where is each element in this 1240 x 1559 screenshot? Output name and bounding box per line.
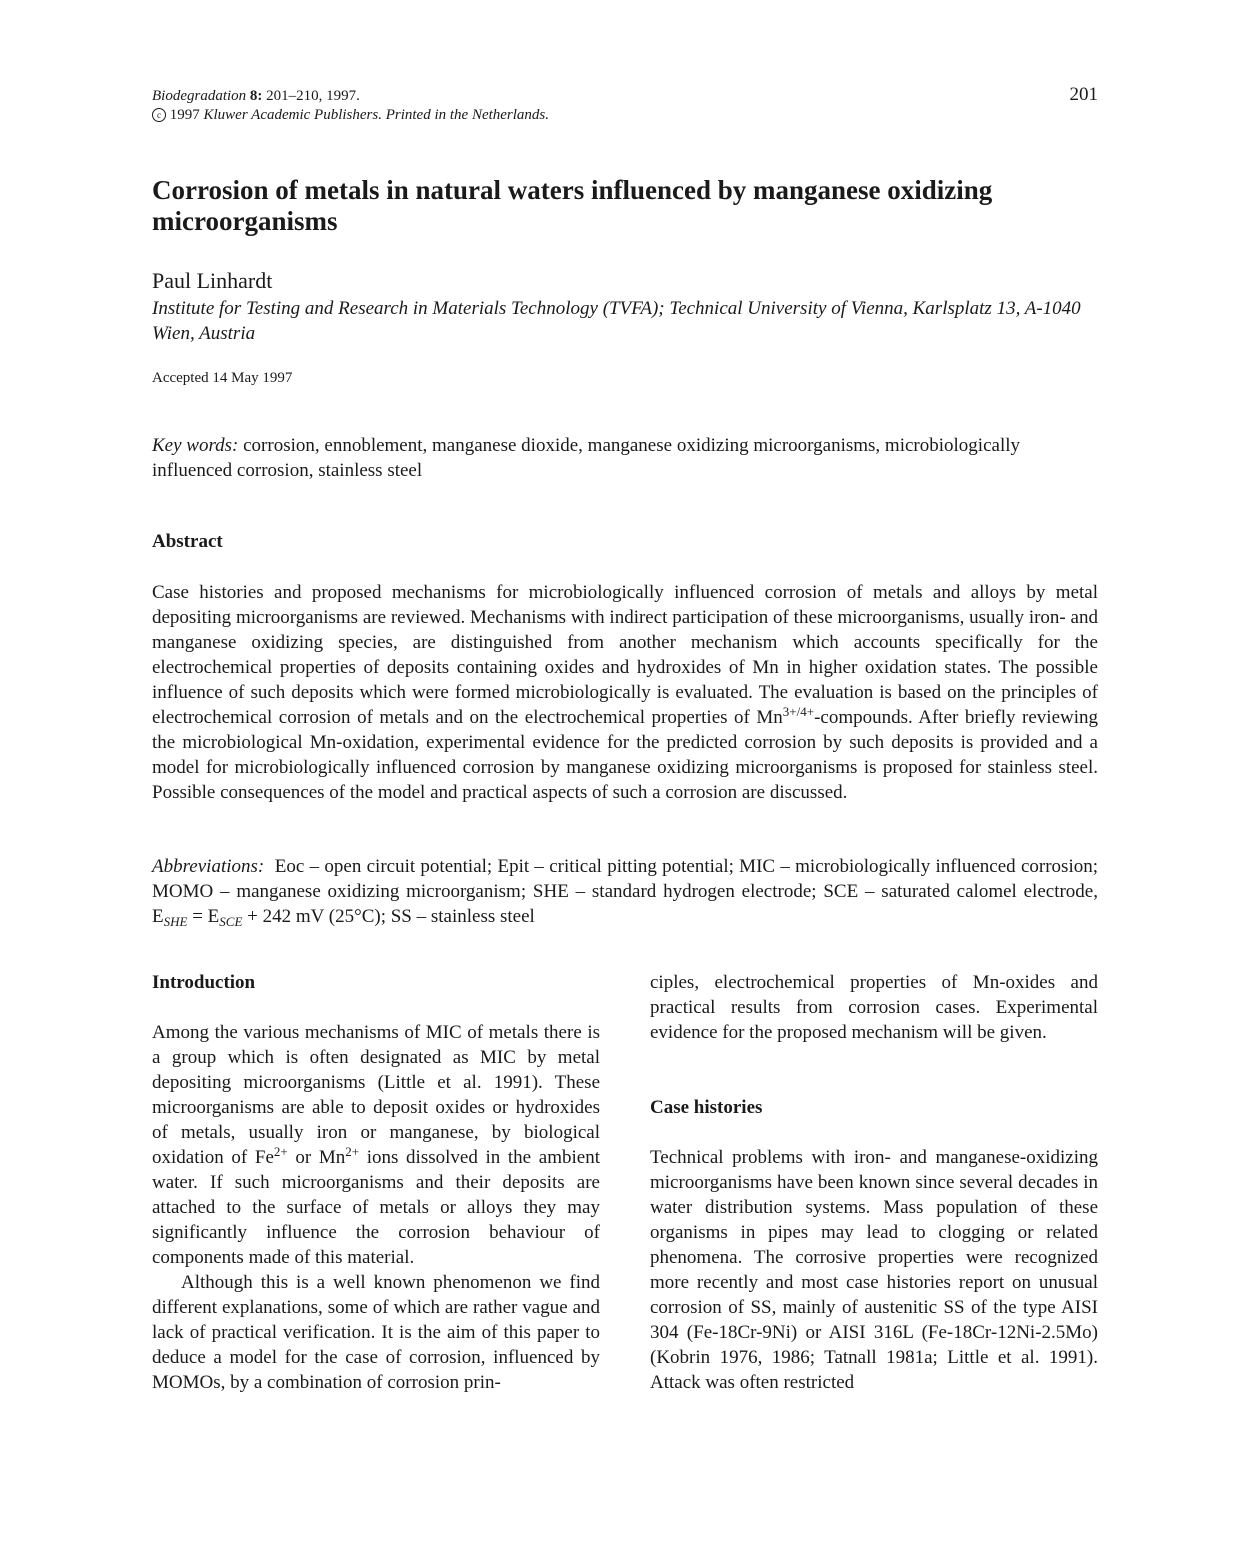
abstract-superscript: 3+/4+ bbox=[782, 704, 815, 719]
keywords bbox=[152, 433, 1098, 483]
page-number: 201 bbox=[1069, 84, 1098, 105]
intro-p1-part1: Among the various mechanisms of MIC of metals there is a group which is often designated as MIC by metal depositing microorganisms (Little et al. 1991). These microorganisms are able to deposit oxides or hydroxides of metals, usually iron or manganese, by biological oxidation of Fe bbox=[152, 1022, 600, 1168]
accepted-date: Accepted 14 May 1997 bbox=[152, 370, 293, 386]
intro-p1-mid: or Mn bbox=[287, 1147, 346, 1168]
subscript-she: SHE bbox=[163, 914, 188, 929]
abbreviations-text-part2: + 242 mV (25°C); SS – stainless steel bbox=[242, 906, 535, 927]
abstract-heading: Abstract bbox=[152, 531, 223, 552]
mn-superscript: 2+ bbox=[345, 1144, 360, 1159]
copyright-year: 1997 bbox=[169, 107, 200, 123]
introduction-heading: Introduction bbox=[152, 972, 256, 993]
case-histories-heading: Case histories bbox=[650, 1097, 763, 1118]
abstract-text-part1: Case histories and proposed mechanisms for microbiologically influenced corrosion of metals and alloys by metal depositing microorganisms are reviewed. Mechanisms with indirect participation of these microorganisms, usually iron- and manganese oxidizing species, are distinguished from another mechanism which accounts specifically for the electrochemical properties of deposits containing oxides and hydroxides of Mn in higher oxidation states. The possible influence of such deposits which were formed microbiologically is evaluated. The evaluation is based on the principles of electrochemical corrosion of metals and on the electrochemical properties of Mn bbox=[152, 582, 1098, 728]
abbreviations bbox=[152, 854, 1098, 929]
intro-p2-source bbox=[0, 0, 1, 1]
journal-citation bbox=[152, 87, 549, 125]
introduction-paragraph-2-start: Although this is a well known phenomenon we find different explanations, some of which are rather vague and lack of practical verification. It is the aim of this paper to deduce a model for the case of corrosion, influenced by MOMOs, by a combination of corrosion prin- bbox=[152, 1272, 600, 1393]
author-name: Paul Linhardt bbox=[152, 268, 273, 293]
right-column bbox=[650, 970, 1098, 1395]
publisher-line: Kluwer Academic Publishers. Printed in the Netherlands. bbox=[203, 107, 550, 123]
left-column bbox=[152, 970, 600, 1395]
journal-volume: 8: bbox=[249, 88, 263, 104]
abstract-text-part2: -compounds. After briefly reviewing the microbiological Mn-oxidation, experimental evidence for the predicted corrosion by such deposits is provided and a model for microbiologically influenced corrosion by manganese oxidizing microorganisms is proposed for stainless steel. Possible consequences of the model and practical aspects of such a corrosion are discussed. bbox=[152, 707, 1098, 803]
abbreviations-text-part1: Eoc – open circuit potential; Epit – critical pitting potential; MIC – microbiologically influenced corrosion; MOMO – manganese oxidizing microorganism; SHE – standard hydrogen electrode; SCE – saturated calomel electrode, E bbox=[152, 856, 1098, 927]
abbreviations-label: Abbreviations: bbox=[152, 856, 265, 877]
journal-line bbox=[152, 87, 549, 106]
intro-p1-part2: ions dissolved in the ambient water. If such microorganisms and their deposits are attached to the surface of metals or alloys they may significantly influence the corrosion behaviour of components made of this material. bbox=[152, 1147, 600, 1268]
author-affiliation: Institute for Testing and Research in Materials Technology (TVFA); Technical University of Vienna, Karlsplatz 13, A-1040 Wien, Austria bbox=[152, 298, 1081, 344]
introduction-paragraph-2-end: ciples, electrochemical properties of Mn-oxides and practical results from corrosion cases. Experimental evidence for the proposed mechanism will be given. bbox=[650, 972, 1098, 1043]
introduction-paragraph-1 bbox=[152, 1020, 600, 1270]
journal-name: Biodegradation bbox=[152, 88, 247, 104]
case-histories-paragraph-1: Technical problems with iron- and manganese-oxidizing microorganisms have been known since several decades in water distribution systems. Mass population of these organisms in pipes may lead to clogging or related phenomena. The corrosive properties were recognized more recently and most case histories report on unusual corrosion of SS, mainly of austenitic SS of the type AISI 304 (Fe-18Cr-9Ni) or AISI 316L (Fe-18Cr-12Ni-2.5Mo) (Kobrin 1976, 1986; Tatnall 1981a; Little et al. 1991). Attack was often restricted bbox=[650, 1147, 1098, 1393]
keywords-label: Key words: bbox=[152, 435, 239, 456]
copyright-line bbox=[152, 106, 549, 125]
journal-pages-year: 201–210, 1997. bbox=[266, 88, 360, 104]
abbreviations-equals: = E bbox=[187, 906, 220, 927]
subscript-sce: SCE bbox=[219, 914, 243, 929]
fe-superscript: 2+ bbox=[273, 1144, 288, 1159]
paper-title: Corrosion of metals in natural waters influenced by manganese oxidizing microorganisms bbox=[152, 175, 993, 236]
copyright-icon: c bbox=[152, 108, 166, 122]
keywords-text: corrosion, ennoblement, manganese dioxide, manganese oxidizing microorganisms, microbiologically influenced corrosion, stainless steel bbox=[152, 435, 1021, 481]
abstract-text bbox=[152, 580, 1098, 805]
